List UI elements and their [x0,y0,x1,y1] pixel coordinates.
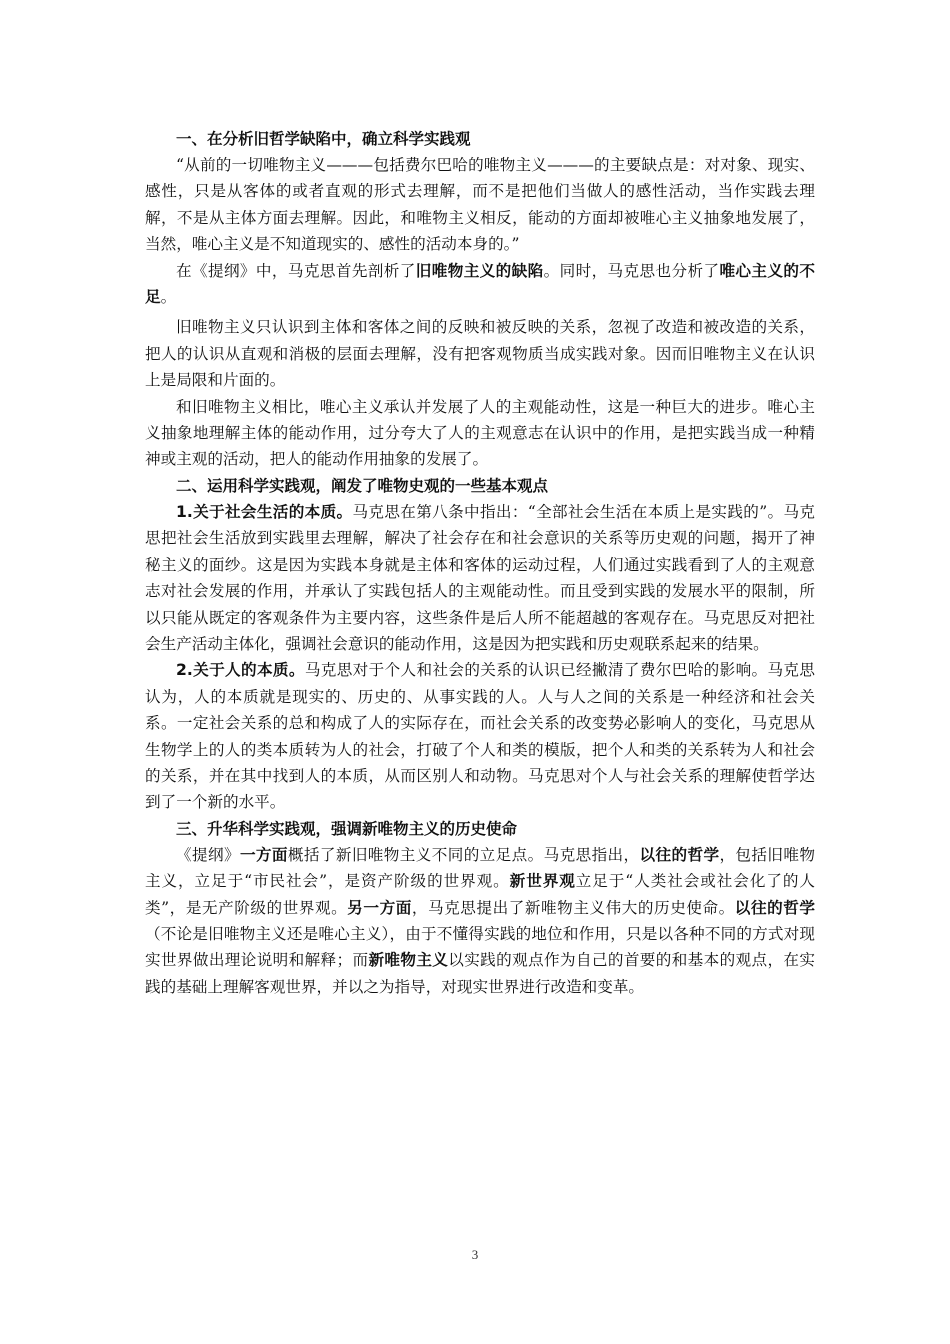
text-run: 马克思对于个人和社会的关系的认识已经撇清了费尔巴哈的影响。马克思认为，人的本质就是现实的、历史的、从事实践的人。人与人之间的关系是一种经济和社会关系。一定社会关系的总和构成了人的实际存在，而社会关系的改变势必影响人的变化，马克思从生物学上的人的类本质转为人的社会，打破了个人和类的模版，把个人和类的关系转为人和社会的关系，并在其中找到人的本质，从而区别人和动物。马克思对个人与社会关系的理解使哲学达到了一个新的水平。 [145,661,815,812]
text-run: （不论是旧唯物主义还是唯心主义），由于不懂得实践的地位和作用，只是以各种不同的方式对现实世界做出理论说明和解释；而 [145,924,815,970]
paragraph [145,152,815,258]
bold-text: 1.关于社会生活的本质。 [176,502,353,521]
paragraph [145,394,815,473]
text-run: 马克思在第八条中指出：“全部社会生活在本质上是实践的”。马克思把社会生活放到实践里去理解，解决了社会存在和社会意识的关系等历史观的问题，揭开了神秘主义的面纱。这是因为实践本身就是主体和客体的运动过程，人们通过实践看到了人的主观意志对社会发展的作用，并承认了实践包括人的主观能动性。而且受到实践的发展水平的限制，所以只能从既定的客观条件为主要内容，这些条件是后人所不能超越的客观存在。马克思反对把社会生产活动主体化，强调社会意识的能动作用，这是因为把实践和历史观联系起来的结果。 [145,502,815,653]
bold-text: 以往的哲学 [734,898,815,917]
section-heading: 二、运用科学实践观，阐发了唯物史观的一些基本观点 [176,476,549,495]
text-run: 概括了新旧唯物主义不同的立足点。马克思指出， [287,845,640,864]
page-number: 3 [471,1247,479,1262]
text-run: ，马克思提出了新唯物主义伟大的历史使命。 [411,898,735,917]
text-run: 。同时，马克思也分析了 [543,261,720,280]
text-run: “从前的一切唯物主义———包括费尔巴哈的唯物主义———的主要缺点是：对对象、现实、感性，只是从客体的或者直观的形式去理解，而不是把他们当做人的感性活动，当作实践去理解，不是从主体方面去理解。因此，和唯物主义相反，能动的方面却被唯心主义抽象地发展了，当然，唯心主义是不知道现实的、感性的活动本身的。” [145,156,815,254]
paragraph [145,842,815,1000]
bold-text: 一方面 [239,845,288,864]
text-run: 以实践的观点作为自己的首要的和基本的观点，在实践的基础上理解客观世界，并以之为指导，对现实世界进行改造和变革。 [145,951,815,996]
text-run: 和旧唯物主义相比，唯心主义承认并发展了人的主观能动性，这是一种巨大的进步。唯心主义抽象地理解主体的能动作用，过分夸大了人的主观意志在认识中的作用，是把实践当成一种精神或主观的活动，把人的能动作用抽象的发展了。 [145,397,815,469]
bold-text: 新世界观 [509,872,576,891]
document-body [145,126,815,1000]
text-run: 在《提纲》中，马克思首先剖析了 [176,261,416,280]
paragraph [145,499,815,657]
text-run: 旧唯物主义只认识到主体和客体之间的反映和被反映的关系，忽视了改造和被改造的关系，把人的认识从直观和消极的层面去理解，没有把客观物质当成实践对象。因而旧唯物主义在认识上是局限和片面的。 [145,318,815,390]
bold-text: 唯心主义的不足 [145,261,815,307]
text-run: 《提纲》 [176,845,240,864]
bold-text: 2.关于人的本质。 [176,661,305,680]
text-run: 。 [160,288,177,307]
bold-text: 以往的哲学 [639,845,720,864]
text-run: 立足于“人类社会或社会化了的人类”，是无产阶级的世界观。 [145,872,815,917]
text-run: ，包括旧唯物主义，立足于“市民社会”，是资产阶级的世界观。 [145,845,815,891]
paragraph [145,258,815,311]
paragraph [145,657,815,815]
section-heading: 三、升华科学实践观，强调新唯物主义的历史使命 [176,819,518,838]
section-heading: 一、在分析旧哲学缺陷中，确立科学实践观 [176,130,471,148]
bold-text: 新唯物主义 [368,951,449,970]
bold-text: 旧唯物主义的缺陷 [415,261,544,280]
bold-text: 另一方面 [347,898,412,917]
paragraph [145,314,815,393]
